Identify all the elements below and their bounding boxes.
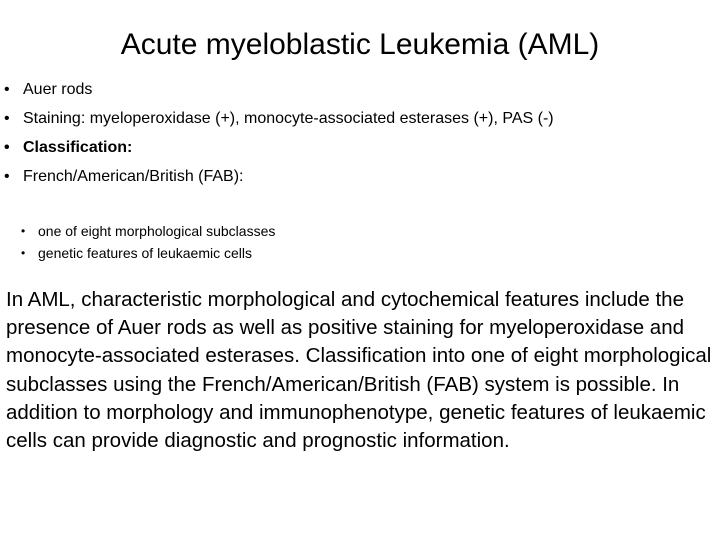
sub-bullet-marker: • <box>21 224 26 238</box>
bullet-marker: • <box>4 110 10 127</box>
bullet-item-auer-rods <box>4 79 712 101</box>
bullet-text: French/American/British (FAB): <box>23 168 244 185</box>
bullet-text: Classification: <box>23 139 133 156</box>
sub-bullet-item-subclasses <box>21 220 688 242</box>
bullet-marker: • <box>4 139 10 156</box>
bullet-item-classification <box>4 137 712 159</box>
sub-bullet-marker: • <box>21 246 26 260</box>
sub-bullet-text: genetic features of leukaemic cells <box>38 245 252 261</box>
sub-bullet-item-genetic <box>21 242 688 264</box>
bullet-marker: • <box>4 168 10 185</box>
sub-bullet-list <box>21 220 688 264</box>
bullet-list <box>4 79 712 195</box>
bullet-item-staining <box>4 108 712 130</box>
summary-paragraph: In AML, characteristic morphological and cytochemical features include the presence of Auer rods as well as positive staining for myeloperoxidase and monocyte-associated esterases. Classification into one of eight morphological subclasses using the French/American/British (FAB) system is possible. In addition to morphology and immunophenotype, genetic features of leukaemic cells can provide diagnostic and prognostic information. <box>6 288 712 453</box>
bullet-text: Staining: myeloperoxidase (+), monocyte-associated esterases (+), PAS (-) <box>23 110 554 127</box>
bullet-item-fab <box>4 166 712 188</box>
slide-title: Acute myeloblastic Leukemia (AML) <box>120 28 600 61</box>
bullet-text: Auer rods <box>23 81 93 98</box>
sub-bullet-text: one of eight morphological subclasses <box>38 223 276 239</box>
bullet-marker: • <box>4 81 10 98</box>
